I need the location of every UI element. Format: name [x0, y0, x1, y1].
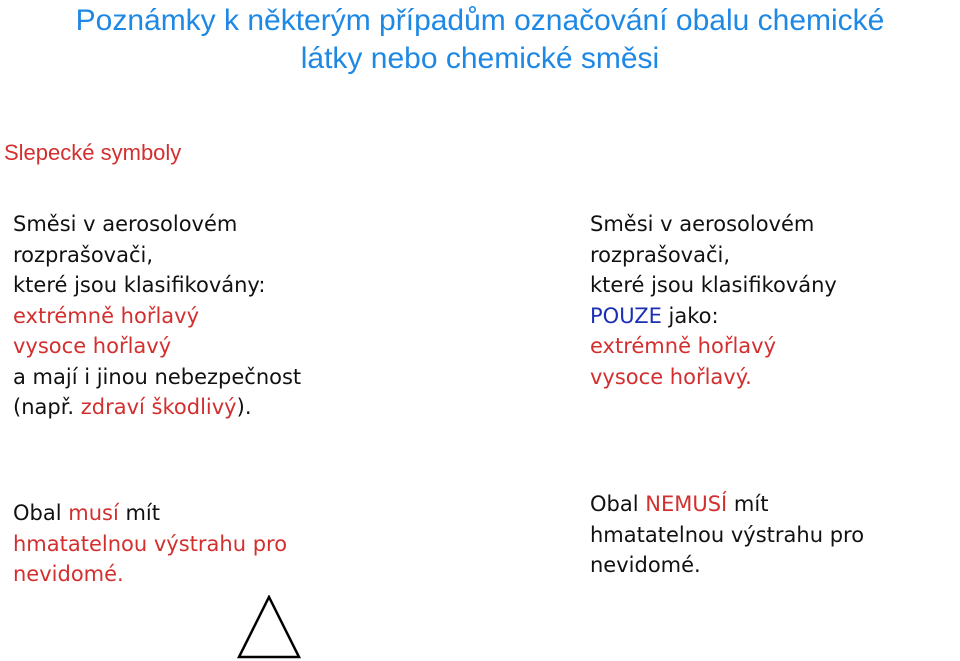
text-line: které jsou klasifikovány — [590, 273, 837, 297]
text-fragment-highlight: NEMUSÍ — [645, 492, 728, 516]
text-line — [13, 392, 301, 423]
text-fragment: mít — [727, 492, 769, 516]
page-title — [0, 2, 960, 78]
text-line: rozprašovači, — [13, 242, 154, 267]
text-fragment: Obal — [590, 492, 646, 516]
text-line: Směsi v aerosolovém — [13, 212, 238, 236]
text-line — [13, 498, 287, 529]
text-fragment-emphasis: POUZE — [590, 303, 662, 328]
text-line — [590, 301, 837, 332]
title-line-2: látky nebo chemické směsi — [300, 42, 660, 75]
text-line — [590, 489, 864, 520]
text-fragment: jako: — [661, 303, 719, 328]
text-fragment-highlight: musí — [68, 501, 119, 525]
text-line-highlight: nevidomé. — [13, 562, 124, 586]
text-line-highlight: hmatatelnou výstrahu pro — [13, 531, 288, 556]
text-line-highlight: extrémně hořlavý — [590, 334, 777, 358]
right-bottom-text-block — [590, 489, 864, 581]
text-line: Směsi v aerosolovém — [590, 212, 815, 236]
text-line: rozprašovači, — [590, 242, 731, 267]
text-line-highlight: vysoce hořlavý. — [590, 364, 752, 389]
left-top-text-block — [13, 209, 301, 423]
text-line-highlight: extrémně hořlavý — [13, 303, 200, 328]
text-fragment: (např. — [13, 395, 81, 419]
text-line-highlight: vysoce hořlavý — [13, 334, 172, 358]
section-subheading: Slepecké symboly — [4, 140, 182, 165]
text-fragment: Obal — [13, 501, 69, 525]
text-line: a mají i jinou nebezpečnost — [13, 364, 302, 389]
text-fragment: mít — [118, 501, 160, 525]
text-fragment-highlight: zdraví škodlivý — [80, 395, 237, 419]
triangle-outline-icon — [236, 595, 302, 659]
right-top-text-block — [590, 209, 837, 392]
text-fragment: ). — [236, 395, 252, 419]
title-line-1: Poznámky k některým případům označování obalu chemické — [75, 4, 885, 37]
text-line: hmatatelnou výstrahu pro — [590, 522, 865, 547]
text-line: nevidomé. — [590, 553, 701, 577]
left-bottom-text-block — [13, 498, 287, 590]
text-line: které jsou klasifikovány: — [13, 273, 266, 297]
